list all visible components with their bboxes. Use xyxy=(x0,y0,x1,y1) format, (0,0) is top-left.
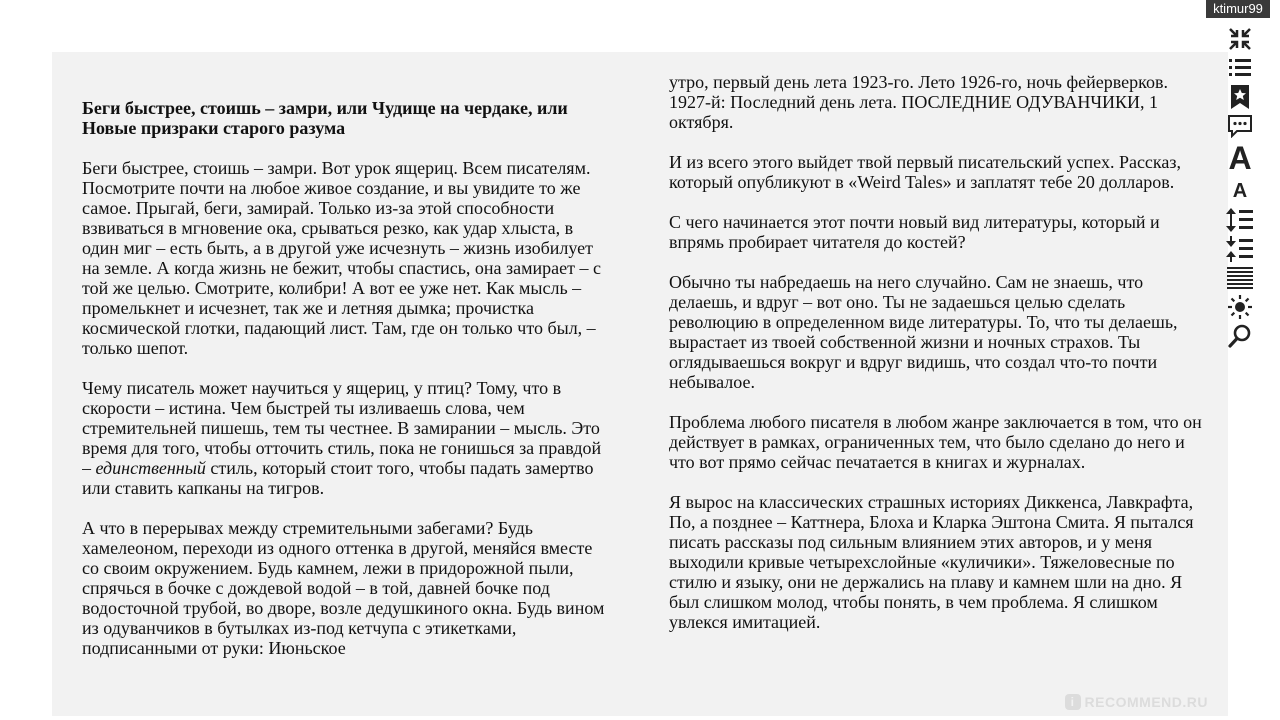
watermark xyxy=(1065,694,1208,710)
reader-toolbar xyxy=(1214,24,1266,350)
paragraph: С чего начинается этот почти новый вид литературы, который и впрямь пробирает читателя до костей? xyxy=(669,212,1160,252)
justify-button[interactable] xyxy=(1222,263,1258,292)
paragraph: Проблема любого писателя в любом жанре заключается в том, что он действует в рамках, ограниченных тем, что было сделано до него и что вот прямо сейчас печатается в книгах и журналах. xyxy=(669,412,1202,472)
paragraph-text: Чему писатель может научиться у ящериц, у птиц? Тому, что в скорости – истина. Чем быстрей ты изливаешь слова, чем стремительней пишешь, тем ты честнее. В замирании – мысль. Это время для того, чтобы отточить стиль, пока не гонишься за правдой – xyxy=(82,378,602,478)
font-increase-icon: A xyxy=(1228,140,1252,176)
line-spacing-increase-icon xyxy=(1225,206,1255,234)
line-spacing-decrease-icon xyxy=(1225,235,1255,263)
notes-button[interactable] xyxy=(1222,111,1258,140)
search-icon xyxy=(1227,323,1253,349)
bookmark-button[interactable] xyxy=(1222,82,1258,111)
paragraph xyxy=(82,378,612,498)
collapse-icon xyxy=(1227,26,1253,52)
watermark-text: RECOMMEND.RU xyxy=(1084,694,1208,710)
line-spacing-decrease-button[interactable] xyxy=(1222,234,1258,263)
comment-icon xyxy=(1227,114,1253,138)
chapter-heading: Беги быстрее, стоишь – замри, или Чудище на чердаке, или Новые призраки старого разума xyxy=(82,98,568,138)
brightness-button[interactable] xyxy=(1222,292,1258,321)
bookmark-icon xyxy=(1228,83,1252,111)
paragraph: Я вырос на классических страшных историях Диккенса, Лавкрафта, По, а позднее – Каттнера, Блоха и Кларка Эштона Смита. Я пытался писать рассказы под сильным влиянием этих авторов, и у меня выходили кривые четырехслойные «куличики». Тяжеловесные по стилю и языку, они не держались на плаву и камнем шли на дно. Я был слишком молод, чтобы понять, в чем проблема. Я слишком увлекся имитацией. xyxy=(669,492,1194,632)
paragraph: А что в перерывах между стремительными забегами? Будь хамелеоном, переходи из одного оттенка в другой, меняйся вместе со своим окружением. Будь камнем, лежи в придорожной пыли, спрячься в бочке с дождевой водой – в той, давней бочке под водосточной трубой, во дворе, возле дедушкиного окна. Будь вином из одуванчиков в бутылках из-под кетчупа с этикетками, подписанными от руки: Июньское xyxy=(82,518,605,658)
font-decrease-icon: A xyxy=(1232,179,1248,202)
paragraph: Беги быстрее, стоишь – замри. Вот урок ящериц. Всем писателям. Посмотрите почти на любое живое создание, и вы увидите то же самое. Прыгай, беги, замирай. Только из-за этой способности взвиваться в мгновение ока, срываться резко, как удар хлыста, в один миг – есть быть, а в другой уже исчезнуть – жизнь изобилует на земле. А когда жизнь не бежит, чтобы спастись, она замирает – с той же целью. Смотрите, колибри! А вот ее уже нет. Как мысль – промелькнет и исчезнет, так же и летняя дымка; прочистка космической глотки, падающий лист. Там, где он только что был, – только шепот. xyxy=(82,158,601,358)
reader-page xyxy=(52,52,1228,716)
font-increase-button[interactable] xyxy=(1222,140,1258,176)
right-column xyxy=(669,72,1204,716)
brightness-icon xyxy=(1227,294,1253,320)
paragraph: И из всего этого выйдет твой первый писательский успех. Рассказ, который опубликуют в «Weird Tales» и заплатят тебе 20 долларов. xyxy=(669,152,1181,192)
font-decrease-button[interactable] xyxy=(1222,176,1258,205)
paragraph-text: стиль, который стоит того, чтобы падать замертво или ставить капканы на тигров. xyxy=(82,458,594,498)
watermark-icon: i xyxy=(1065,694,1081,710)
collapse-button[interactable] xyxy=(1222,24,1258,53)
left-column xyxy=(82,98,612,716)
table-of-contents-button[interactable] xyxy=(1222,53,1258,82)
paragraph: утро, первый день лета 1923-го. Лето 1926-го, ночь фейерверков. 1927-й: Последний день лета. ПОСЛЕДНИЕ ОДУВАНЧИКИ, 1 октября. xyxy=(669,72,1168,132)
list-icon xyxy=(1227,56,1253,80)
justify-icon xyxy=(1226,265,1254,291)
username-badge: ktimur99 xyxy=(1206,0,1270,18)
emphasis-text: единственный xyxy=(95,458,206,478)
search-button[interactable] xyxy=(1222,321,1258,350)
line-spacing-increase-button[interactable] xyxy=(1222,205,1258,234)
paragraph: Обычно ты набредаешь на него случайно. Сам не знаешь, что делаешь, и вдруг – вот оно. Ты не задаешься целью сделать революцию в определенном виде литературы. То, что ты делаешь, вырастает из твоей собственной жизни и ночных страхов. Ты оглядываешься вокруг и вдруг видишь, что создал что-то почти небывалое. xyxy=(669,272,1178,392)
